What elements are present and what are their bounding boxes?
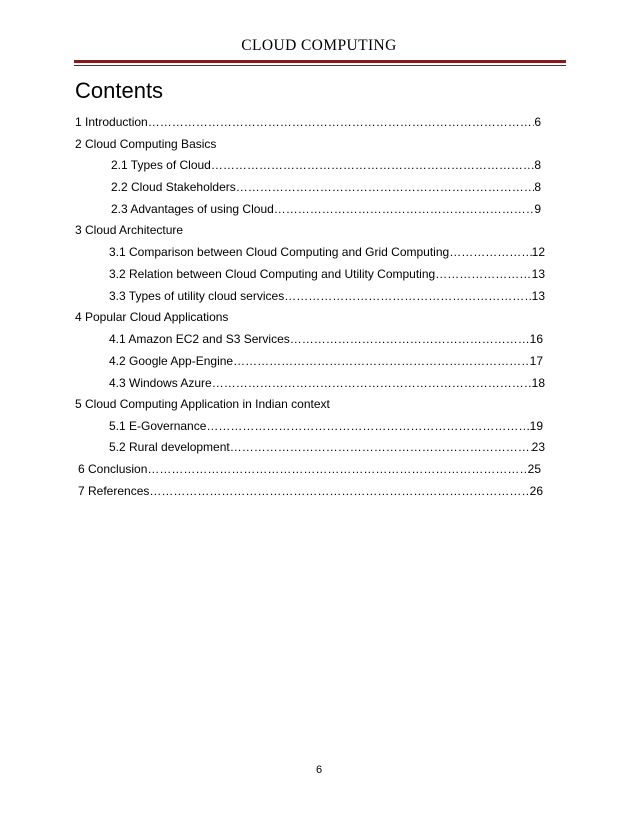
toc-entry-references[interactable] — [78, 484, 543, 498]
toc-leader-dots — [233, 354, 530, 368]
contents-heading: Contents — [75, 78, 164, 103]
toc-entry-cloud-vs-utility[interactable] — [109, 267, 545, 281]
toc-entry-e-governance[interactable] — [109, 419, 543, 433]
toc-entry-label: 4.2 Google App-Engine — [109, 354, 234, 368]
toc-entry-label: 4 Popular Cloud Applications — [75, 310, 229, 324]
toc-leader-dots — [449, 245, 531, 259]
toc-entry-label: 2.1 Types of Cloud — [111, 158, 211, 172]
toc-leader-dots — [147, 462, 527, 476]
toc-heading-indian-context[interactable] — [75, 397, 330, 411]
toc-leader-dots — [236, 180, 535, 194]
toc-entry-label: 5.2 Rural development — [109, 440, 230, 454]
toc-heading-cloud-architecture[interactable] — [75, 223, 183, 237]
toc-entry-cloud-stakeholders[interactable] — [111, 180, 541, 194]
toc-entry-label: 5.1 E-Governance — [109, 419, 207, 433]
toc-entry-page: 26 — [529, 484, 543, 498]
toc-leader-dots — [206, 419, 529, 433]
toc-entry-page: 6 — [534, 115, 541, 129]
toc-leader-dots — [290, 332, 530, 346]
toc-heading-popular-cloud-applications[interactable] — [75, 310, 228, 324]
toc-leader-dots — [212, 376, 532, 390]
toc-leader-dots — [230, 440, 532, 454]
toc-entry-label: 4.1 Amazon EC2 and S3 Services — [109, 332, 290, 346]
toc-leader-dots — [435, 267, 531, 281]
toc-leader-dots — [149, 484, 529, 498]
toc-entry-label: 3.2 Relation between Cloud Computing and Utility Computing — [109, 267, 436, 281]
running-header: CLOUD COMPUTING — [241, 37, 397, 54]
toc-leader-dots — [284, 289, 531, 303]
toc-entry-page: 19 — [529, 419, 543, 433]
toc-leader-dots — [211, 158, 534, 172]
toc-entry-label: 2.2 Cloud Stakeholders — [111, 180, 236, 194]
toc-entry-types-of-cloud[interactable] — [111, 158, 541, 172]
toc-leader-dots — [274, 202, 535, 216]
toc-entry-label: 4.3 Windows Azure — [109, 376, 212, 390]
page-number: 6 — [315, 764, 323, 776]
toc-entry-cloud-vs-grid[interactable] — [109, 245, 545, 259]
toc-leader-dots — [148, 115, 535, 129]
toc-entry-label: 3.1 Comparison between Cloud Computing and Grid Computing — [109, 245, 450, 259]
toc-entry-utility-services[interactable] — [109, 289, 545, 303]
toc-entry-page: 13 — [531, 267, 545, 281]
header-rule-thick — [74, 60, 566, 63]
toc-entry-page: 9 — [534, 202, 541, 216]
toc-entry-rural-development[interactable] — [109, 440, 545, 454]
toc-entry-label: 5 Cloud Computing Application in Indian context — [75, 397, 330, 411]
toc-entry-label: 2.3 Advantages of using Cloud — [111, 202, 274, 216]
toc-entry-page: 18 — [531, 376, 545, 390]
toc-entry-label: 2 Cloud Computing Basics — [75, 137, 217, 151]
toc-entry-page: 16 — [529, 332, 543, 346]
toc-entry-conclusion[interactable] — [78, 462, 541, 476]
toc-entry-introduction[interactable] — [75, 115, 541, 129]
toc-entry-page: 23 — [531, 440, 545, 454]
toc-entry-label: 3.3 Types of utility cloud services — [109, 289, 285, 303]
toc-entry-page: 8 — [534, 180, 541, 194]
toc-heading-cloud-computing-basics[interactable] — [75, 137, 216, 151]
toc-entry-page: 12 — [531, 245, 545, 259]
toc-entry-advantages-of-cloud[interactable] — [111, 202, 541, 216]
header-rule-thin — [74, 65, 566, 66]
toc-entry-label: 3 Cloud Architecture — [75, 223, 184, 237]
toc-entry-google-app-engine[interactable] — [109, 354, 543, 368]
toc-entry-windows-azure[interactable] — [109, 376, 545, 390]
toc-entry-page: 8 — [534, 158, 541, 172]
toc-entry-page: 13 — [531, 289, 545, 303]
toc-entry-label: 1 Introduction — [75, 115, 148, 129]
toc-entry-page: 25 — [527, 462, 541, 476]
toc-entry-label: 7 References — [78, 484, 150, 498]
toc-entry-label: 6 Conclusion — [78, 462, 148, 476]
toc-entry-amazon-ec2-s3[interactable] — [109, 332, 543, 346]
toc-entry-page: 17 — [529, 354, 543, 368]
